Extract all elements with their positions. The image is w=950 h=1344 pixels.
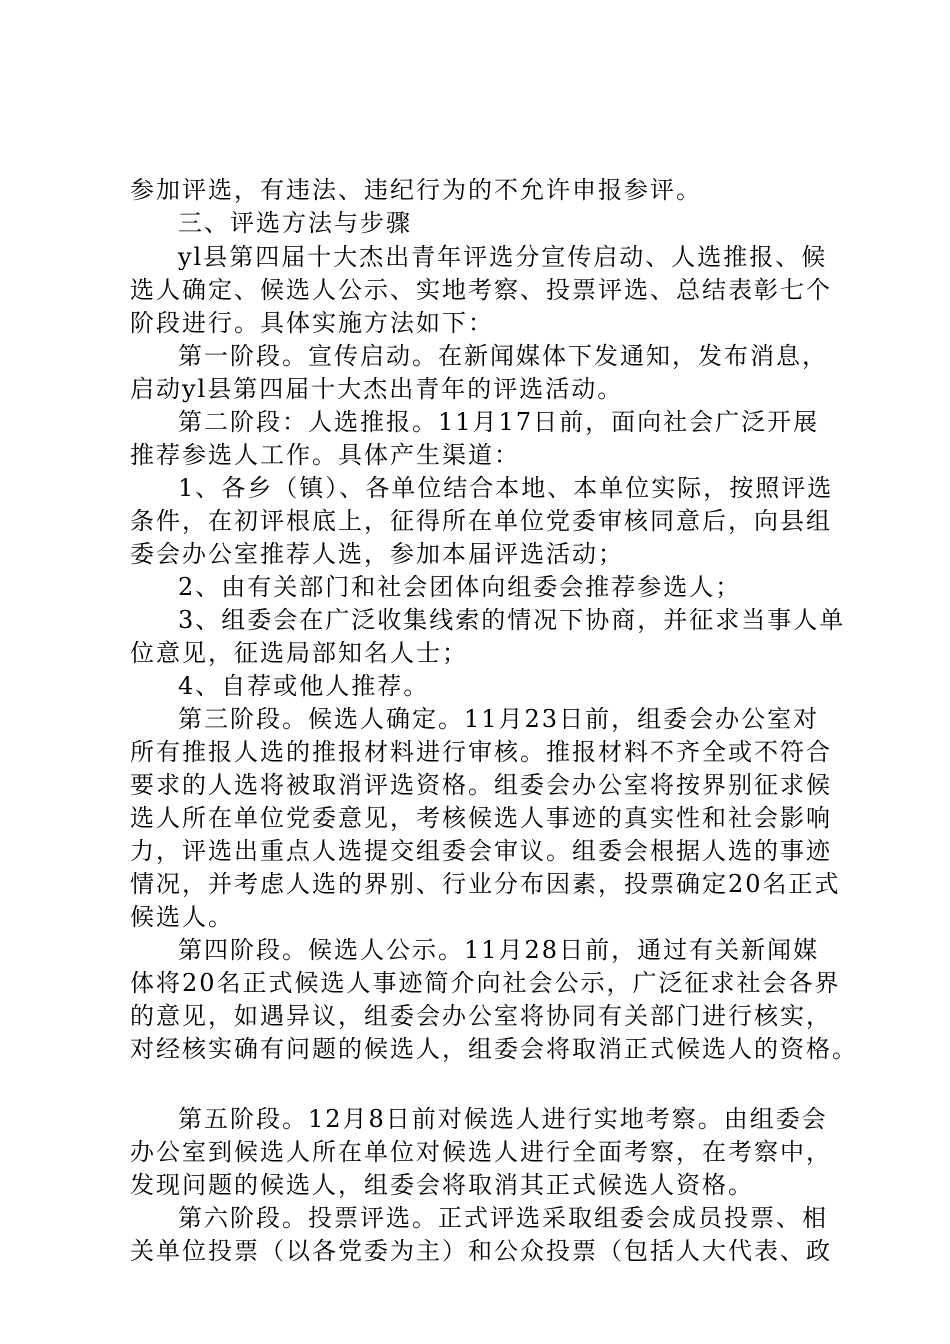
text-line: 关单位投票（以各党委为主）和公众投票（包括人大代表、政 bbox=[130, 1237, 832, 1265]
text-line: 阶段进行。具体实施方法如下： bbox=[130, 309, 494, 337]
text-line: 要求的人选将被取消评选资格。组委会办公室将按界别征求候 bbox=[130, 771, 832, 799]
text-line: 推荐参选人工作。具体产生渠道： bbox=[130, 441, 520, 469]
text-line: 选人确定、候选人公示、实地考察、投票评选、总结表彰七个 bbox=[130, 276, 832, 304]
text-line: 所有推报人选的推报材料进行审核。推报材料不齐全或不符合 bbox=[130, 738, 832, 766]
text-line: 力，评选出重点人选提交组委会审议。组委会根据人选的事迹 bbox=[130, 837, 832, 865]
text-line: yl县第四届十大杰出青年评选分宣传启动、人选推报、候 bbox=[178, 243, 828, 271]
text-line: 第六阶段。投票评选。正式评选采取组委会成员投票、相 bbox=[178, 1204, 828, 1232]
text-line: 1、各乡（镇）、各单位结合本地、本单位实际，按照评选 bbox=[178, 474, 834, 502]
text-line: 情况，并考虑人选的界别、行业分布因素，投票确定20名正式 bbox=[130, 870, 841, 898]
section-heading: 三、评选方法与步骤 bbox=[178, 209, 412, 237]
text-line: 启动yl县第四届十大杰出青年的评选活动。 bbox=[130, 375, 624, 403]
text-line: 第四阶段。候选人公示。11月28日前，通过有关新闻媒 bbox=[178, 936, 820, 964]
text-line: 对经核实确有问题的候选人，组委会将取消正式候选人的资格。 bbox=[130, 1035, 858, 1063]
text-line: 第五阶段。12月8日前对候选人进行实地考察。由组委会 bbox=[178, 1105, 828, 1133]
text-line: 委会办公室推荐人选，参加本届评选活动； bbox=[130, 540, 624, 568]
text-line: 体将20名正式候选人事迹简介向社会公示，广泛征求社会各界 bbox=[130, 969, 841, 997]
text-line: 4、自荐或他人推荐。 bbox=[178, 672, 430, 700]
text-line: 2、由有关部门和社会团体向组委会推荐参选人； bbox=[178, 573, 742, 601]
text-line: 3、组委会在广泛收集线索的情况下协商，并征求当事人单 bbox=[178, 606, 846, 634]
text-line: 的意见，如遇异议，组委会办公室将协同有关部门进行核实， bbox=[130, 1002, 832, 1030]
text-line: 办公室到候选人所在单位对候选人进行全面考察，在考察中， bbox=[130, 1138, 832, 1166]
text-line: 发现问题的候选人，组委会将取消其正式候选人资格。 bbox=[130, 1171, 754, 1199]
text-line: 第一阶段。宣传启动。在新闻媒体下发通知，发布消息， bbox=[178, 342, 828, 370]
text-line: 第三阶段。候选人确定。11月23日前，组委会办公室对 bbox=[178, 705, 820, 733]
text-line: 选人所在单位党委意见，考核候选人事迹的真实性和社会影响 bbox=[130, 804, 832, 832]
text-line: 位意见，征选局部知名人士； bbox=[130, 639, 468, 667]
text-line: 第二阶段：人选推报。11月17日前，面向社会广泛开展 bbox=[178, 408, 820, 436]
text-line: 候选人。 bbox=[130, 903, 234, 931]
text-line: 条件，在初评根底上，征得所在单位党委审核同意后，向县组 bbox=[130, 507, 832, 535]
text-line: 参加评选，有违法、违纪行为的不允许申报参评。 bbox=[130, 176, 702, 204]
